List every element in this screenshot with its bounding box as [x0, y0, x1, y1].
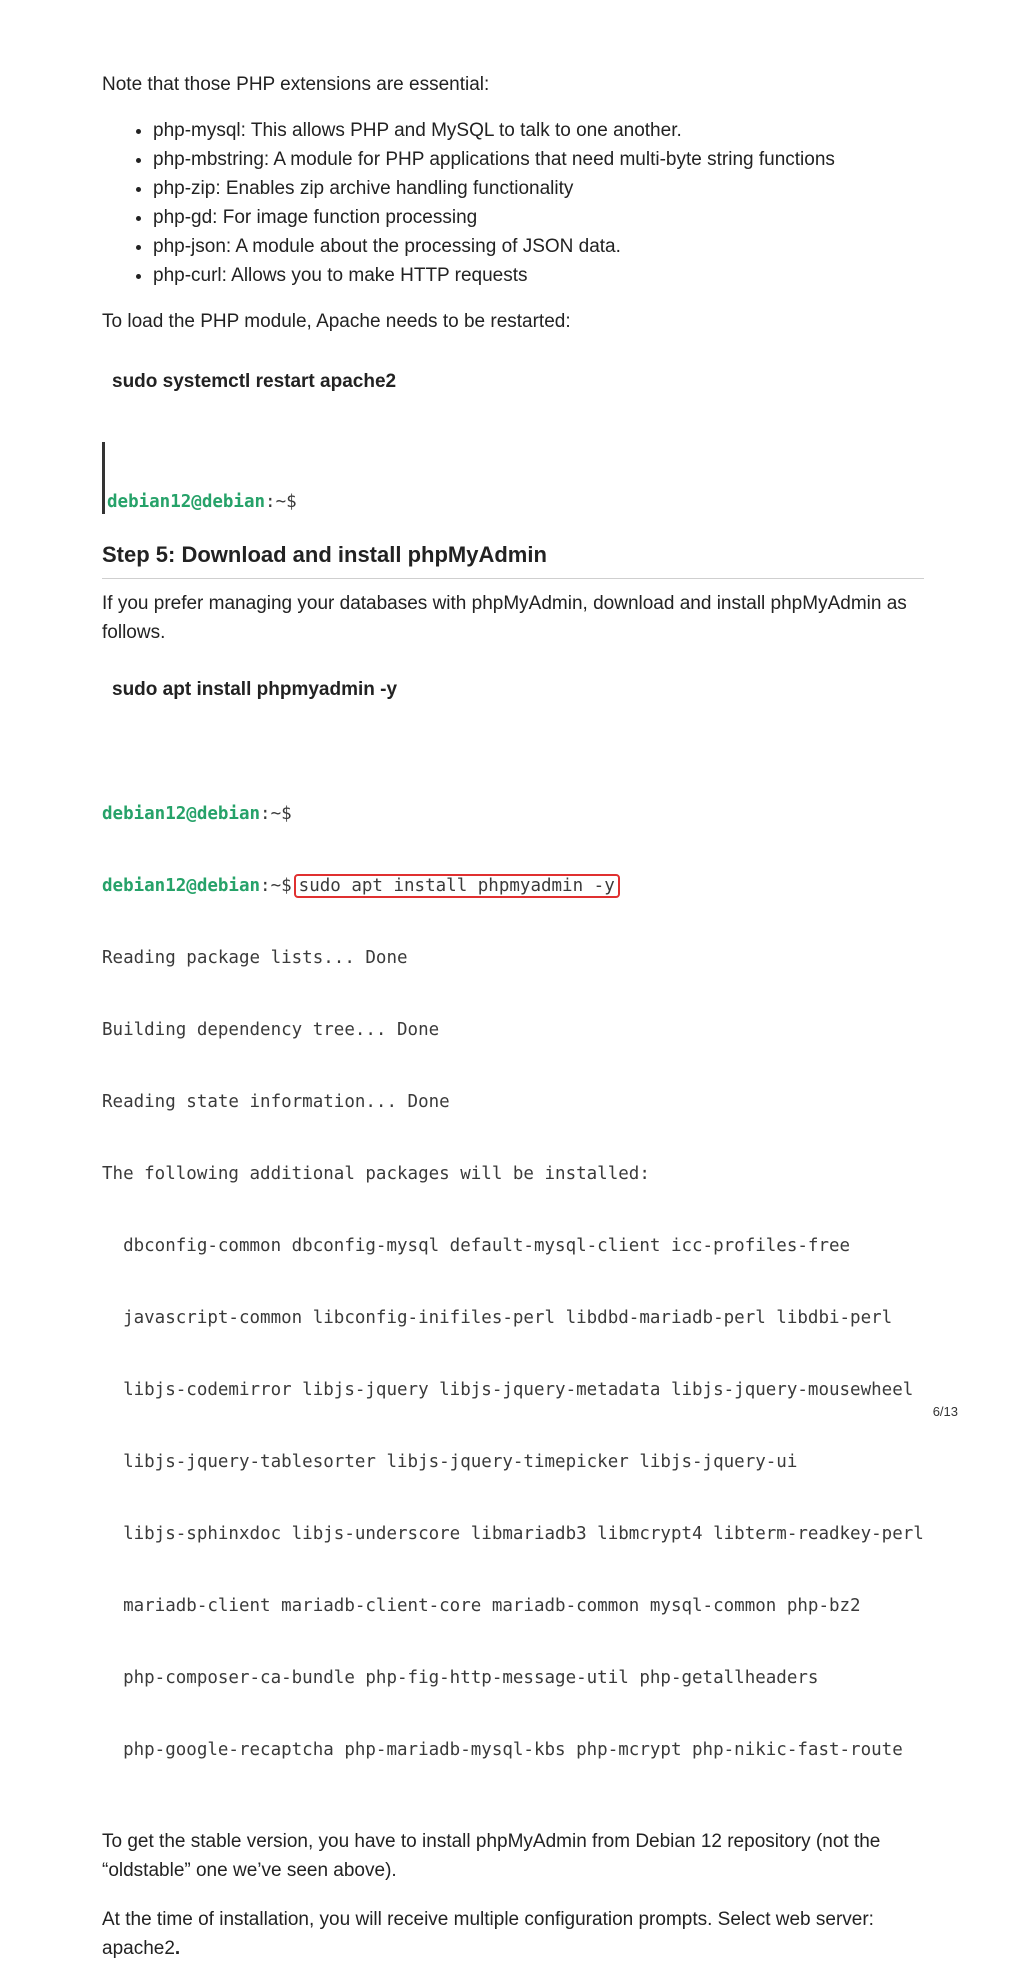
terminal-output-line: javascript-common libconfig-inifiles-perl libdbd-mariadb-perl libdbi-perl	[102, 1308, 893, 1328]
intro-paragraph: Note that those PHP extensions are essential:	[102, 74, 490, 95]
stable-version-paragraph: To get the stable version, you have to install phpMyAdmin from Debian 12 repository (not the “oldstable” one we’ve seen above).	[102, 1831, 881, 1881]
terminal-path: :~$	[260, 876, 292, 896]
terminal-line	[107, 490, 924, 514]
page-number: 6/13	[932, 1404, 958, 1419]
terminal-output-line: php-google-recaptcha php-mariadb-mysql-kbs php-mcrypt php-nikic-fast-route	[102, 1740, 903, 1760]
terminal-output-line: libjs-jquery-tablesorter libjs-jquery-timepicker libjs-jquery-ui	[102, 1452, 798, 1472]
apt-command: sudo apt install phpmyadmin -y	[112, 679, 398, 700]
terminal-line	[102, 802, 924, 826]
terminal-output-line: mariadb-client mariadb-client-core mariadb-common mysql-common php-bz2	[102, 1596, 861, 1616]
terminal-screenshot-apt	[102, 754, 924, 1810]
terminal-path: :~$	[265, 492, 297, 512]
terminal-output-line: Building dependency tree... Done	[102, 1020, 440, 1040]
terminal-output-line: php-composer-ca-bundle php-fig-http-message-util php-getallheaders	[102, 1668, 819, 1688]
terminal-output-line: Reading package lists... Done	[102, 948, 408, 968]
highlighted-command: sudo apt install phpmyadmin -y	[294, 874, 620, 898]
terminal-path: :~$	[260, 804, 292, 824]
list-item: • php-mysql: This allows PHP and MySQL to talk to one another.	[153, 116, 924, 145]
terminal-line	[102, 874, 924, 898]
restart-paragraph: To load the PHP module, Apache needs to be restarted:	[102, 311, 571, 332]
terminal-prompt: debian12@debian	[102, 876, 261, 896]
list-item: • php-mbstring: A module for PHP applications that need multi-byte string functions	[153, 145, 924, 174]
list-item: • php-curl: Allows you to make HTTP requests	[153, 261, 924, 290]
installation-paragraph	[102, 1905, 924, 1963]
installation-period: .	[174, 1938, 181, 1959]
terminal-prompt: debian12@debian	[107, 492, 266, 512]
list-item: • php-json: A module about the processing of JSON data.	[153, 232, 924, 261]
list-item: • php-gd: For image function processing	[153, 203, 924, 232]
terminal-output-line: libjs-sphinxdoc libjs-underscore libmariadb3 libmcrypt4 libterm-readkey-perl	[102, 1524, 924, 1544]
terminal-prompt: debian12@debian	[102, 804, 261, 824]
terminal-output-line: The following additional packages will be installed:	[102, 1164, 650, 1184]
restart-command: sudo systemctl restart apache2	[112, 371, 397, 392]
list-item: • php-zip: Enables zip archive handling functionality	[153, 174, 924, 203]
terminal-output-line: dbconfig-common dbconfig-mysql default-mysql-client icc-profiles-free	[102, 1236, 851, 1256]
step5-heading: Step 5: Download and install phpMyAdmin	[102, 541, 924, 579]
installation-text: At the time of installation, you will receive multiple configuration prompts. Select web server: apache2	[102, 1909, 874, 1959]
terminal-output-line: Reading state information... Done	[102, 1092, 450, 1112]
terminal-screenshot-restart	[102, 442, 924, 514]
terminal-output-line: libjs-codemirror libjs-jquery libjs-jquery-metadata libjs-jquery-mousewheel	[102, 1380, 914, 1400]
phpmyadmin-paragraph: If you prefer managing your databases with phpMyAdmin, download and install phpMyAdmin as follows.	[102, 593, 907, 643]
php-extensions-list	[102, 116, 924, 290]
article-content	[102, 70, 924, 1963]
